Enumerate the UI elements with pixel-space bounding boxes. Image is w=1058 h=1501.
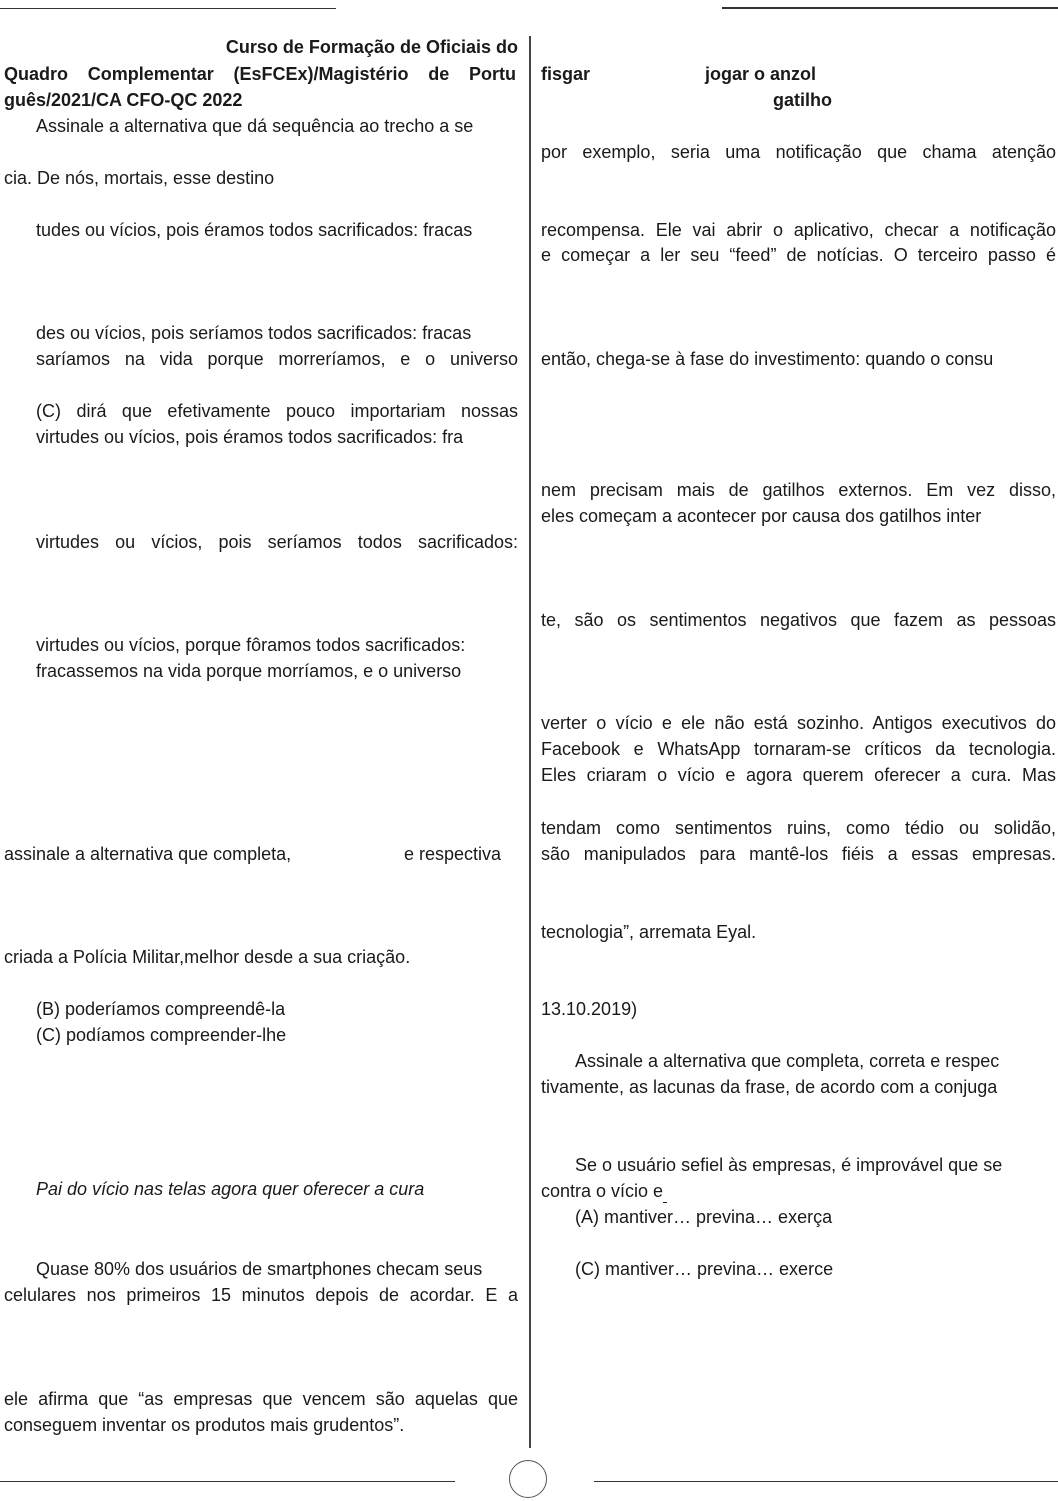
q3-sentence-line-1: Se o usuário sefiel às empresas, é improvável que se [575,1155,1003,1175]
q1-option-e-line-1: virtudes ou vícios, porque fôramos todos sacrificados: [36,635,466,655]
q3-sentence-line-2: contra o vício e [541,1179,667,1203]
text-paragraph-1-line-1: Quase 80% dos usuários de smartphones checam seus [36,1259,483,1279]
blank-underline [663,1184,667,1203]
text-paragraph-2-line-1: ele afirma que “as empresas que vencem são aquelas que [4,1389,518,1409]
q2-instruction-a: assinale a alternativa que completa, [4,844,292,864]
right-paragraph-reward-line-1: recompensa. Ele vai abrir o aplicativo, checar a notificação [541,220,1056,240]
q2-option-c: (C) podíamos compreender-lhe [36,1025,287,1045]
q1-option-c-line-2: virtudes ou vícios, pois éramos todos sacrificados: fra [36,427,464,447]
q1-fragment: cia. De nós, mortais, esse destino [4,168,275,188]
text-paragraph-1-line-2: celulares nos primeiros 15 minutos depois de acordar. E a [4,1285,518,1305]
q1-option-a: tudes ou vícios, pois éramos todos sacrificados: fracas [36,220,473,240]
bottom-rule-left [0,1481,455,1482]
right-paragraph-end: tecnologia”, arremata Eyal. [541,922,757,942]
right-paragraph-reward-line-2: e começar a ler seu “feed” de notícias. O terceiro passo é [541,245,1056,265]
heading-jogar-anzol: jogar o anzol [705,64,817,84]
right-paragraph-reverse-line-2: Facebook e WhatsApp tornaram-se críticos da tecnologia. [541,739,1056,759]
q1-option-c-line-1: (C) dirá que efetivamente pouco importariam nossas [36,401,518,421]
column-divider [529,36,531,1448]
q3-instruction-line-2: tivamente, as lacunas da frase, de acordo com a conjuga [541,1077,998,1097]
q2-sentence: criada a Polícia Militar,melhor desde a sua criação. [4,947,411,967]
right-paragraph-triggers-line-1: nem precisam mais de gatilhos externos. Em vez disso, [541,480,1056,500]
right-paragraph-example: por exemplo, seria uma notificação que chama atenção [541,142,1056,162]
text-title: Pai do vício nas telas agora quer oferecer a cura [36,1179,425,1199]
q1-option-e-line-2: fracassemos na vida porque morríamos, e o universo [36,661,462,681]
right-paragraph-invest: então, chega-se à fase do investimento: quando o consu [541,349,994,369]
source-date: 13.10.2019) [541,999,638,1019]
right-paragraph-feelings: te, são os sentimentos negativos que fazem as pessoas [541,610,1056,630]
bottom-rule-right [594,1481,1058,1482]
q3-instruction-line-1: Assinale a alternativa que completa, correta e respec [575,1051,1000,1071]
q1-instruction: Assinale a alternativa que dá sequência ao trecho a se [36,116,474,136]
q1-option-b-line-2: saríamos na vida porque morreríamos, e o universo [36,349,518,369]
heading-gatilho: gatilho [773,90,832,110]
q2-option-b: (B) poderíamos compreendê-la [36,999,286,1019]
right-paragraph-reverse-line-1: verter o vício e ele não está sozinho. Antigos executivos do [541,713,1056,733]
q3-option-a-visible: (A) mantiver… previna… exerça [575,1207,833,1227]
top-rule-right [722,7,1058,9]
q2-instruction-b: e respectiva [404,844,502,864]
right-paragraph-manip-line-1: tendam como sentimentos ruins, como tédio ou solidão, [541,818,1056,838]
top-rule-left [0,8,336,9]
q1-option-b-line-1: des ou vícios, pois seríamos todos sacrificados: fracas [36,323,472,343]
q3-option-c: (C) mantiver… previna… exerce [575,1259,834,1279]
header-line-1: Curso de Formação de Oficiais do [225,37,518,57]
header-line-3: guês/2021/CA CFO-QC 2022 [4,90,243,110]
heading-fisgar: fisgar [541,64,591,84]
q1-option-d: virtudes ou vícios, pois seríamos todos sacrificados: [36,532,518,552]
page-number-circle [509,1460,547,1498]
right-paragraph-reverse-line-3: Eles criaram o vício e agora querem oferecer a cura. Mas [541,765,1056,785]
right-paragraph-triggers-line-2: eles começam a acontecer por causa dos gatilhos inter [541,506,982,526]
right-paragraph-manip-line-2: são manipulados para mantê-los fiéis a essas empresas. [541,844,1056,864]
header-line-2: Quadro Complementar (EsFCEx)/Magistério de Portu [4,64,516,84]
text-paragraph-2-line-2: conseguem inventar os produtos mais grudentos”. [4,1415,405,1435]
